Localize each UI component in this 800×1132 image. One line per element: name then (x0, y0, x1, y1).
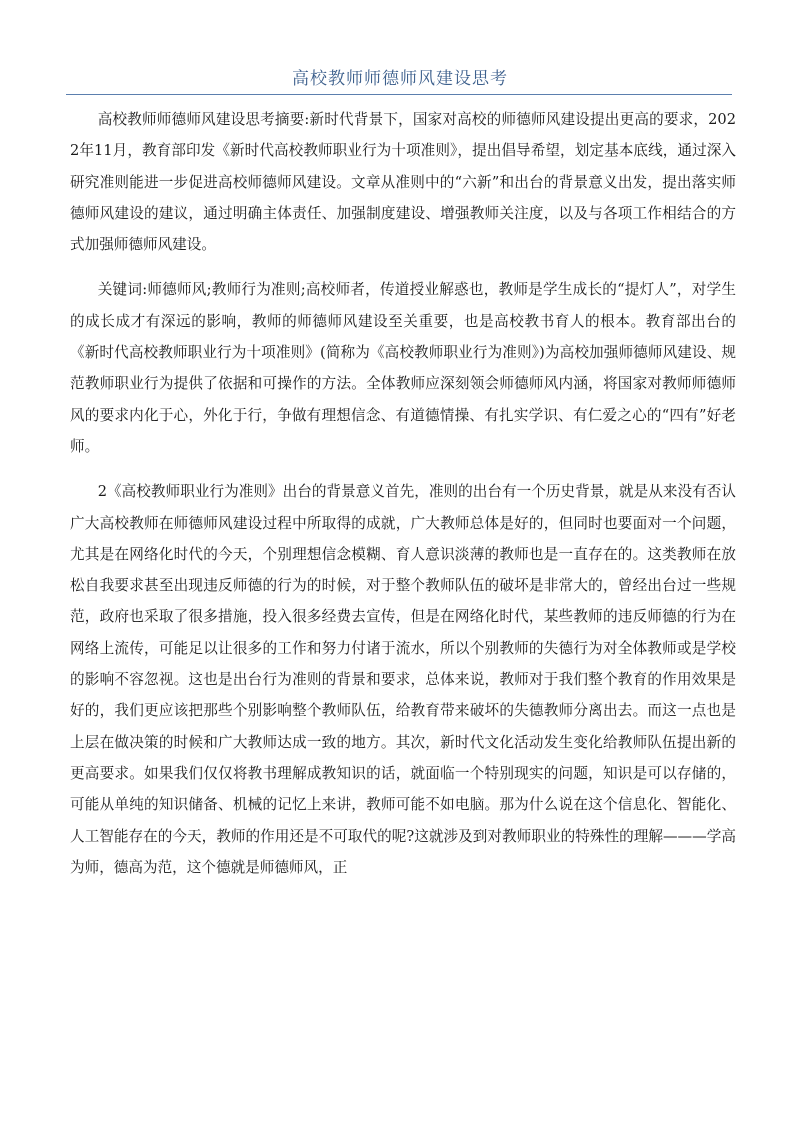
abstract-paragraph: 高校教师师德师风建设思考摘要:新时代背景下，国家对高校的师德师风建设提出更高的要求，2022年11月，教育部印发《新时代高校教师职业行为十项准则》，提出倡导希望，划定基本底线，通过深入研究准则能进一步促进高校师德师风建设。文章从准则中的“六新”和出台的背景意义出发，提出落实师德师风建设的建议，通过明确主体责任、加强制度建设、增强教师关注度，以及与各项工作相结合的方式加强师德师风建设。 (70, 111, 736, 254)
section-2-paragraph: 2《高校教师职业行为准则》出台的背景意义首先，准则的出台有一个历史背景，就是从来没有否认广大高校教师在师德师风建设过程中所取得的成就，广大教师总体是好的，但同时也要面对一个问题，尤其是在网络化时代的今天，个别理想信念模糊、育人意识淡薄的教师也是一直存在的。这类教师在放松自我要求甚至出现违反师德的行为的时候，对于整个教师队伍的破坏是非常大的，曾经出台过一些规范，政府也采取了很多措施，投入很多经费去宣传，但是在网络化时代，某些教师的违反师德的行为在网络上流传，可能足以让很多的工作和努力付诸于流水，所以个别教师的失德行为对全体教师或是学校的影响不容忽视。这也是出台行为准则的背景和要求，总体来说，教师对于我们整个教育的作用效果是好的，我们更应该把那些个别影响整个教师队伍，给教育带来破坏的失德教师分离出去。而这一点也是上层在做决策的时候和广大教师达成一致的地方。其次，新时代文化活动发生变化给教师队伍提出新的更高要求。如果我们仅仅将教书理解成教知识的话，就面临一个特别现实的问题，知识是可以存储的，可能从单纯的知识储备、机械的记忆上来讲，教师可能不如电脑。那为什么说在这个信息化、智能化、人工智能存在的今天，教师的作用还是不可取代的呢?这就涉及到对教师职业的特殊性的理解———学高为师，德高为范，这个德就是师德师风，正 (70, 483, 736, 876)
document-title: 高校教师师德师风建设思考 (292, 69, 508, 89)
title-divider (66, 94, 732, 95)
document-body (70, 104, 736, 883)
keywords-paragraph: 关键词:师德师风;教师行为准则;高校师者，传道授业解惑也，教师是学生成长的“提灯人”，对学生的成长成才有深远的影响，教师的师德师风建设至关重要，也是高校教书育人的根本。教育部出台的《新时代高校教师职业行为十项准则》(简称为《高校教师职业行为准则》)为高校加强师德师风建设、规范教师职业行为提供了依据和可操作的方法。全体教师应深刻领会师德师风内涵，将国家对教师师德师风的要求内化于心，外化于行，争做有理想信念、有道德情操、有扎实学识、有仁爱之心的“四有”好老师。 (70, 281, 736, 455)
